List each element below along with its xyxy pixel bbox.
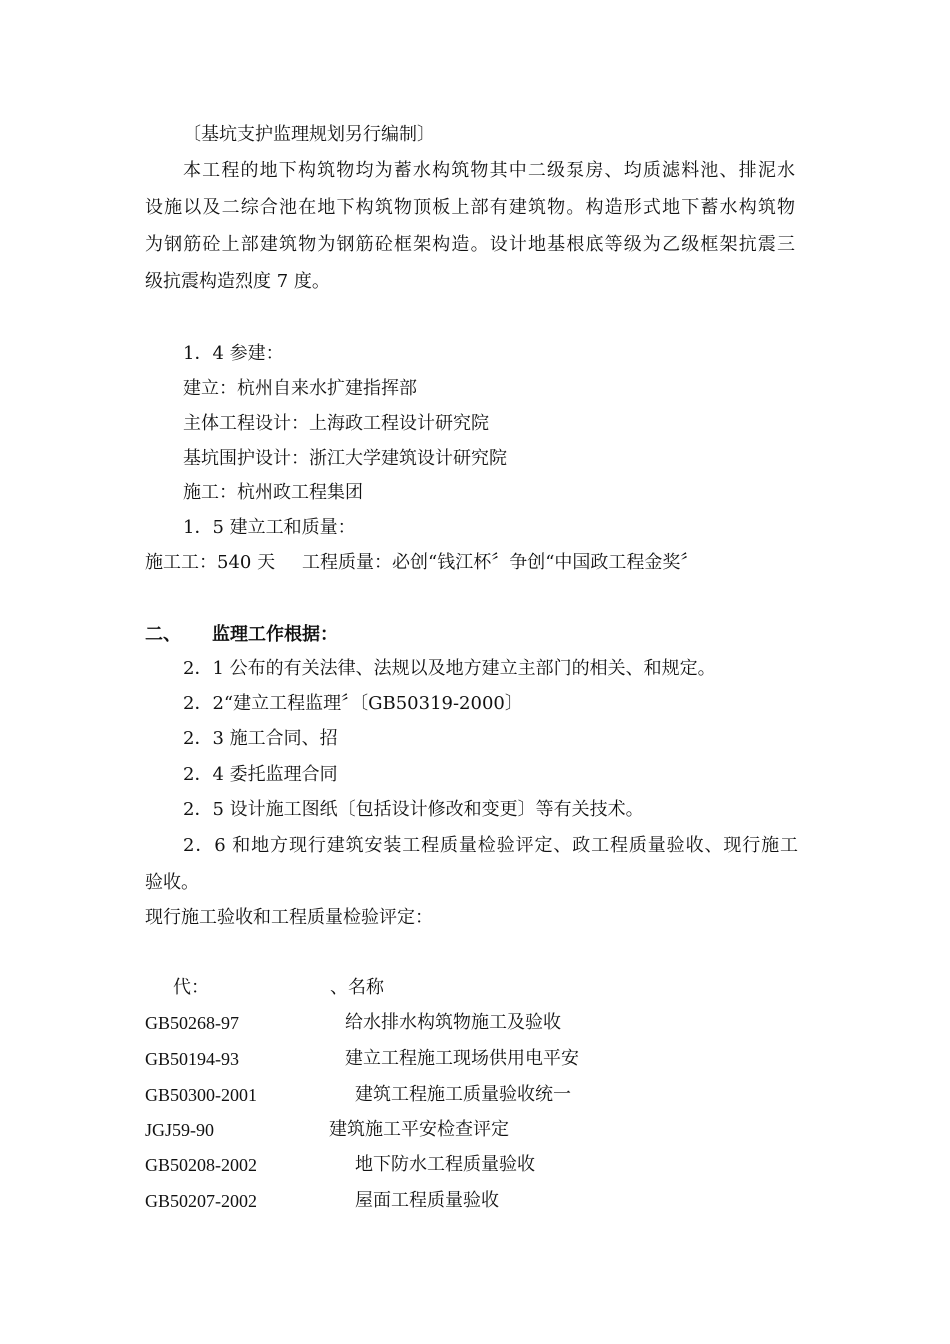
standard-code: GB50268-97 (145, 1013, 239, 1033)
paragraph-line: 设施以及二综合池在地下构筑物顶板上部有建筑物。构造形式地下蓄水构筑物 (145, 197, 795, 218)
section-heading: 1．4 参建： (183, 343, 284, 364)
table-header-code: 代： (173, 977, 209, 998)
list-item: 2．6 和地方现行建筑安装工程质量检验评定、政工程质量验收、现行施工 (183, 835, 798, 856)
paragraph-line: 为钢筋砼上部建筑物为钢筋砼框架构造。设计地基根底等级为乙级框架抗震三 (145, 234, 795, 255)
list-item: 2．3 施工合同、招 (183, 728, 338, 749)
list-item-continuation: 验收。 (145, 872, 199, 893)
section-title: 监理工作根据： (212, 624, 338, 645)
standard-name: 建筑工程施工质量验收统一 (355, 1084, 571, 1105)
standard-code: GB50194-93 (145, 1049, 239, 1069)
quality-text: 工程质量：必创“钱江杯〞争创“中国政工程金奖〞 (302, 552, 699, 573)
standards-intro: 现行施工验收和工程质量检验评定： (145, 907, 433, 928)
section-heading: 1．5 建立工和质量： (183, 517, 356, 538)
standard-name: 给水排水构筑物施工及验收 (345, 1012, 561, 1033)
standard-code: JGJ59-90 (145, 1120, 215, 1140)
standard-name: 建立工程施工现场供用电平安 (345, 1048, 579, 1069)
list-item: 2．5 设计施工图纸〔包括设计修改和变更〕等有关技术。 (183, 799, 644, 820)
standard-name: 建筑施工平安检查评定 (329, 1119, 509, 1140)
duration-text: 施工工：540 天 (145, 552, 276, 573)
list-item: 2．4 委托监理合同 (183, 764, 338, 785)
standard-code: GB50300-2001 (145, 1085, 257, 1105)
paragraph-line: 级抗震构造烈度 7 度。 (145, 271, 330, 292)
list-item: 施工：杭州政工程集团 (183, 482, 363, 503)
list-item: 建立：杭州自来水扩建指挥部 (183, 378, 417, 399)
table-header-name: 、名称 (330, 977, 384, 998)
list-item: 主体工程设计：上海政工程设计研究院 (183, 413, 489, 434)
list-item: 基坑围护设计：浙江大学建筑设计研究院 (183, 448, 507, 469)
standard-name: 屋面工程质量验收 (355, 1190, 499, 1211)
standard-name: 地下防水工程质量验收 (355, 1154, 535, 1175)
list-item: 2．2“建立工程监理〞〔GB50319-2000〕 (183, 693, 523, 714)
section-number: 二、 (145, 624, 181, 645)
standard-code: GB50207-2002 (145, 1191, 257, 1211)
supervision-note: 〔基坑支护监理规划另行编制〕 (183, 124, 435, 145)
paragraph-line: 本工程的地下构筑物均为蓄水构筑物其中二级泵房、均质滤料池、排泥水 (183, 160, 795, 181)
list-item: 2．1 公布的有关法律、法规以及地方建立主部门的相关、和规定。 (183, 658, 716, 679)
standard-code: GB50208-2002 (145, 1155, 257, 1175)
